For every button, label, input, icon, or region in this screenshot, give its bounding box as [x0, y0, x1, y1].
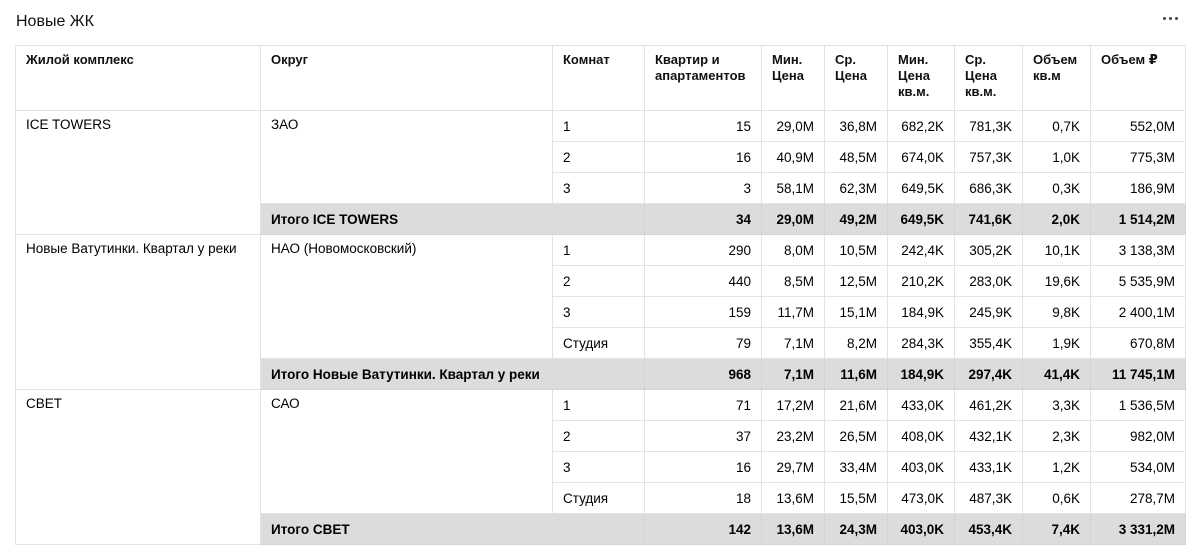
subtotal-count-cell: 142	[645, 514, 762, 545]
volume-sqm-cell: 3,3K	[1023, 390, 1091, 421]
col-header-avg-price[interactable]: Ср. Цена	[825, 46, 888, 111]
complex-cell: СВЕТ	[16, 390, 261, 545]
volume-rub-cell: 670,8M	[1091, 328, 1186, 359]
pivot-table	[15, 45, 1186, 545]
volume-sqm-cell: 1,2K	[1023, 452, 1091, 483]
min-sqm-price-cell: 242,4K	[888, 235, 955, 266]
col-header-count[interactable]: Квартир и апартаментов	[645, 46, 762, 111]
rooms-cell: Студия	[553, 483, 645, 514]
col-header-complex[interactable]: Жилой комплекс	[16, 46, 261, 111]
min-price-cell: 58,1M	[762, 173, 825, 204]
rooms-cell: 1	[553, 235, 645, 266]
rooms-cell: 2	[553, 142, 645, 173]
avg-sqm-price-cell: 283,0K	[955, 266, 1023, 297]
min-sqm-price-cell: 184,9K	[888, 297, 955, 328]
avg-sqm-price-cell: 686,3K	[955, 173, 1023, 204]
rooms-cell: 3	[553, 297, 645, 328]
avg-sqm-price-cell: 433,1K	[955, 452, 1023, 483]
volume-sqm-cell: 19,6K	[1023, 266, 1091, 297]
col-header-min-price[interactable]: Мин. Цена	[762, 46, 825, 111]
avg-price-cell: 21,6M	[825, 390, 888, 421]
complex-cell: Новые Ватутинки. Квартал у реки	[16, 235, 261, 390]
volume-sqm-cell: 0,7K	[1023, 111, 1091, 142]
subtotal-avg-price-cell: 49,2M	[825, 204, 888, 235]
avg-price-cell: 26,5M	[825, 421, 888, 452]
min-price-cell: 29,0M	[762, 111, 825, 142]
avg-price-cell: 8,2M	[825, 328, 888, 359]
volume-rub-cell: 5 535,9M	[1091, 266, 1186, 297]
min-sqm-price-cell: 284,3K	[888, 328, 955, 359]
count-cell: 18	[645, 483, 762, 514]
rooms-cell: 1	[553, 111, 645, 142]
min-price-cell: 11,7M	[762, 297, 825, 328]
min-price-cell: 13,6M	[762, 483, 825, 514]
avg-price-cell: 15,5M	[825, 483, 888, 514]
rooms-cell: 2	[553, 266, 645, 297]
rooms-cell: 3	[553, 173, 645, 204]
min-sqm-price-cell: 403,0K	[888, 452, 955, 483]
count-cell: 37	[645, 421, 762, 452]
avg-price-cell: 12,5M	[825, 266, 888, 297]
subtotal-avg-price-cell: 11,6M	[825, 359, 888, 390]
subtotal-volume-sqm-cell: 7,4K	[1023, 514, 1091, 545]
min-sqm-price-cell: 649,5K	[888, 173, 955, 204]
district-cell: ЗАО	[261, 111, 553, 204]
count-cell: 440	[645, 266, 762, 297]
volume-sqm-cell: 1,9K	[1023, 328, 1091, 359]
volume-rub-cell: 534,0M	[1091, 452, 1186, 483]
avg-sqm-price-cell: 757,3K	[955, 142, 1023, 173]
avg-price-cell: 15,1M	[825, 297, 888, 328]
volume-sqm-cell: 0,3K	[1023, 173, 1091, 204]
min-sqm-price-cell: 674,0K	[888, 142, 955, 173]
volume-rub-cell: 552,0M	[1091, 111, 1186, 142]
subtotal-volume-sqm-cell: 2,0K	[1023, 204, 1091, 235]
table-row	[16, 111, 1186, 142]
subtotal-volume-rub-cell: 3 331,2M	[1091, 514, 1186, 545]
count-cell: 159	[645, 297, 762, 328]
col-header-volume-rub[interactable]: Объем ₽	[1091, 46, 1186, 111]
rooms-cell: 3	[553, 452, 645, 483]
col-header-rooms[interactable]: Комнат	[553, 46, 645, 111]
avg-sqm-price-cell: 487,3K	[955, 483, 1023, 514]
count-cell: 15	[645, 111, 762, 142]
min-price-cell: 23,2M	[762, 421, 825, 452]
volume-rub-cell: 278,7M	[1091, 483, 1186, 514]
count-cell: 71	[645, 390, 762, 421]
table-row	[16, 235, 1186, 266]
min-sqm-price-cell: 408,0K	[888, 421, 955, 452]
header-row	[16, 46, 1186, 111]
avg-sqm-price-cell: 781,3K	[955, 111, 1023, 142]
subtotal-label: Итого Новые Ватутинки. Квартал у реки	[261, 359, 645, 390]
rooms-cell: Студия	[553, 328, 645, 359]
avg-price-cell: 33,4M	[825, 452, 888, 483]
district-cell: САО	[261, 390, 553, 514]
min-sqm-price-cell: 210,2K	[888, 266, 955, 297]
col-header-avg-sqm-price[interactable]: Ср. Цена кв.м.	[955, 46, 1023, 111]
subtotal-label: Итого СВЕТ	[261, 514, 645, 545]
count-cell: 79	[645, 328, 762, 359]
volume-sqm-cell: 2,3K	[1023, 421, 1091, 452]
min-sqm-price-cell: 473,0K	[888, 483, 955, 514]
more-horizontal-icon[interactable]	[1158, 10, 1182, 26]
avg-sqm-price-cell: 355,4K	[955, 328, 1023, 359]
min-price-cell: 17,2M	[762, 390, 825, 421]
min-price-cell: 8,0M	[762, 235, 825, 266]
count-cell: 3	[645, 173, 762, 204]
volume-rub-cell: 775,3M	[1091, 142, 1186, 173]
rooms-cell: 2	[553, 421, 645, 452]
col-header-min-sqm-price[interactable]: Мин. Цена кв.м.	[888, 46, 955, 111]
subtotal-avg-price-cell: 24,3M	[825, 514, 888, 545]
count-cell: 290	[645, 235, 762, 266]
subtotal-count-cell: 968	[645, 359, 762, 390]
volume-sqm-cell: 1,0K	[1023, 142, 1091, 173]
subtotal-min-price-cell: 7,1M	[762, 359, 825, 390]
avg-sqm-price-cell: 245,9K	[955, 297, 1023, 328]
table-body	[16, 111, 1186, 545]
pivot-table-container	[15, 45, 1185, 545]
min-price-cell: 8,5M	[762, 266, 825, 297]
min-sqm-price-cell: 433,0K	[888, 390, 955, 421]
subtotal-min-price-cell: 13,6M	[762, 514, 825, 545]
subtotal-label: Итого ICE TOWERS	[261, 204, 645, 235]
volume-rub-cell: 2 400,1M	[1091, 297, 1186, 328]
volume-sqm-cell: 10,1K	[1023, 235, 1091, 266]
volume-rub-cell: 1 536,5M	[1091, 390, 1186, 421]
district-cell: НАО (Новомосковский)	[261, 235, 553, 359]
min-price-cell: 29,7M	[762, 452, 825, 483]
table-row	[16, 390, 1186, 421]
volume-rub-cell: 186,9M	[1091, 173, 1186, 204]
volume-sqm-cell: 0,6K	[1023, 483, 1091, 514]
subtotal-volume-sqm-cell: 41,4K	[1023, 359, 1091, 390]
avg-price-cell: 10,5M	[825, 235, 888, 266]
col-header-district[interactable]: Округ	[261, 46, 553, 111]
avg-price-cell: 48,5M	[825, 142, 888, 173]
count-cell: 16	[645, 142, 762, 173]
widget-title: Новые ЖК	[16, 13, 94, 30]
volume-sqm-cell: 9,8K	[1023, 297, 1091, 328]
widget-header	[14, 10, 1186, 36]
subtotal-count-cell: 34	[645, 204, 762, 235]
avg-sqm-price-cell: 432,1K	[955, 421, 1023, 452]
count-cell: 16	[645, 452, 762, 483]
col-header-volume-sqm[interactable]: Объем кв.м	[1023, 46, 1091, 111]
avg-price-cell: 36,8M	[825, 111, 888, 142]
subtotal-volume-rub-cell: 11 745,1M	[1091, 359, 1186, 390]
avg-sqm-price-cell: 305,2K	[955, 235, 1023, 266]
subtotal-avg-sqm-price-cell: 453,4K	[955, 514, 1023, 545]
volume-rub-cell: 3 138,3M	[1091, 235, 1186, 266]
subtotal-min-price-cell: 29,0M	[762, 204, 825, 235]
min-price-cell: 40,9M	[762, 142, 825, 173]
avg-price-cell: 62,3M	[825, 173, 888, 204]
subtotal-min-sqm-price-cell: 649,5K	[888, 204, 955, 235]
subtotal-min-sqm-price-cell: 403,0K	[888, 514, 955, 545]
subtotal-avg-sqm-price-cell: 741,6K	[955, 204, 1023, 235]
min-price-cell: 7,1M	[762, 328, 825, 359]
complex-cell: ICE TOWERS	[16, 111, 261, 235]
volume-rub-cell: 982,0M	[1091, 421, 1186, 452]
subtotal-avg-sqm-price-cell: 297,4K	[955, 359, 1023, 390]
rooms-cell: 1	[553, 390, 645, 421]
subtotal-min-sqm-price-cell: 184,9K	[888, 359, 955, 390]
min-sqm-price-cell: 682,2K	[888, 111, 955, 142]
subtotal-volume-rub-cell: 1 514,2M	[1091, 204, 1186, 235]
avg-sqm-price-cell: 461,2K	[955, 390, 1023, 421]
